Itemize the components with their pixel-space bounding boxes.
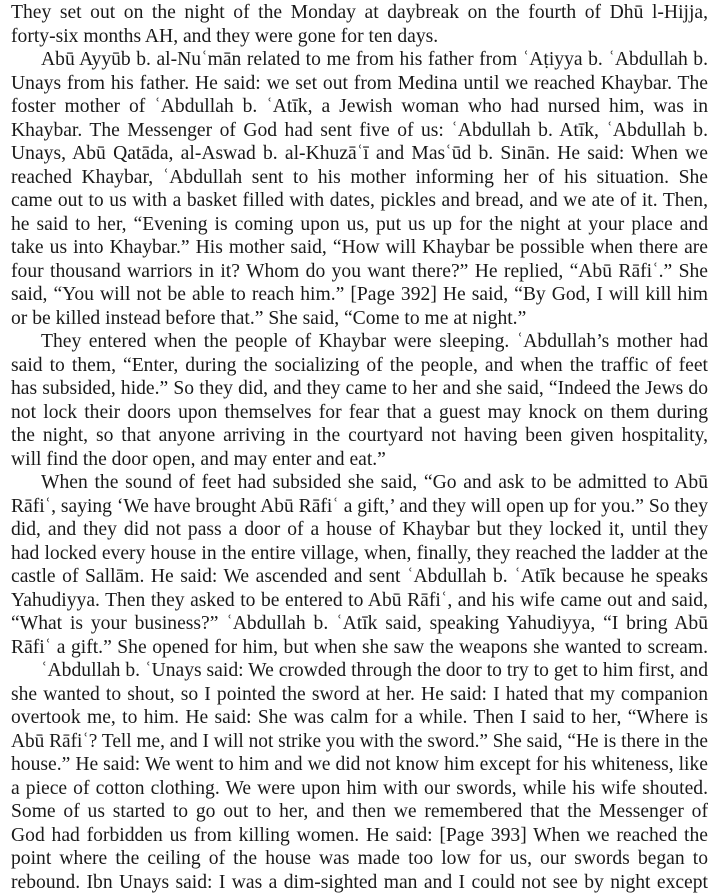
- text-line: forty-six months AH, and they were gone for ten days.: [11, 25, 439, 47]
- text-line: They entered when the people of Khaybar were sleeping. ʿAbdullah’s mother had: [41, 331, 708, 352]
- text-line: Some of us started to go out to her, and then we remembered that the Messenger of: [11, 801, 708, 822]
- text-line: had locked every house in the entire village, when, finally, they reached the ladder at the: [11, 542, 708, 564]
- text-line: Unays, Abū Qatāda, al-Aswad b. al-Khuzāʿī and Masʿūd b. Sinān. He said: When we: [11, 143, 708, 164]
- text-line: Khaybar. The Messenger of God had sent five of us: ʿAbdullah b. Atīk, ʿAbdullah b.: [11, 119, 708, 141]
- text-line: Yahudiyya. Then they asked to be entered to Abū Rāfiʿ, and his wife came out and said,: [11, 589, 708, 611]
- text-line: she wanted to shout, so I pointed the sword at her. He said: I hated that my companion: [11, 683, 708, 705]
- text-line: Rāfiʿ, saying ‘We have brought Abū Rāfiʿ a gift,’ and they will open up for you.” So they: [11, 495, 708, 517]
- text-line: overtook me, to him. He said: She was calm for a while. Then I said to her, “Where is: [11, 707, 708, 728]
- text-line: foster mother of ʿAbdullah b. ʿAtīk, a Jewish woman who had nursed him, was in: [11, 96, 708, 117]
- text-line: They set out on the night of the Monday at daybreak on the fourth of Dhū l-Hijja,: [11, 2, 708, 23]
- text-line: take us into Khaybar.” His mother said, “How will Khaybar be possible when there are: [11, 237, 708, 258]
- paragraph: [11, 659, 708, 894]
- text-line: not lock their doors upon themselves for fear that a guest may knock on them during: [11, 401, 708, 423]
- text-line: reached Khaybar, ʿAbdullah sent to his mother informing her of his situation. She: [11, 166, 708, 188]
- text-line: ʿAbdullah b. ʿUnays said: We crowded through the door to try to get to him first, and: [41, 660, 708, 681]
- text-line: Unays from his father. He said: we set out from Medina until we reached Khaybar. The: [11, 72, 708, 94]
- text-line: rebound. Ibn Unays said: I was a dim-sighted man and I could not see by night except: [11, 871, 708, 893]
- text-line: When the sound of feet had subsided she said, “Go and ask to be admitted to Abū: [41, 472, 708, 493]
- text-line: Abū Ayyūb b. al-Nuʿmān related to me from his father from ʿAṭiyya b. ʿAbdullah b.: [41, 49, 708, 70]
- text-line: has subsided, hide.” So they did, and they came to her and she said, “Indeed the Jews do: [11, 378, 708, 399]
- paragraph: [11, 48, 708, 330]
- text-line: the night, so that anyone arriving in the courtyard not having been given hospitality,: [11, 425, 708, 446]
- text-line: Rāfiʿ a gift.” She opened for him, but when she saw the weapons she wanted to scream.: [11, 636, 708, 658]
- text-line: he said to her, “Evening is coming upon us, put us up for the night at your place and: [11, 213, 708, 235]
- text-line: came out to us with a basket filled with dates, pickles and bread, and we ate of it. Then,: [11, 190, 708, 211]
- text-line: a piece of cotton clothing. We were upon him with our swords, while his wife shouted.: [11, 777, 708, 799]
- paragraph: [11, 1, 708, 48]
- text-line: house.” He said: We went to him and we did not know him except for his whiteness, like: [11, 754, 708, 775]
- text-line: point where the ceiling of the house was made too low for us, our swords began to: [11, 848, 708, 869]
- text-line: castle of Sallām. He said: We ascended and sent ʿAbdullah b. ʿAtīk because he speaks: [11, 566, 708, 587]
- text-line: four thousand warriors in it? Whom do you want there?” He replied, “Abū Rāfiʿ.” She: [11, 260, 708, 282]
- text-line: said, “You will not be able to reach him.” [Page 392] He said, “By God, I will kill him: [11, 284, 708, 305]
- text-line: will find the door open, and may enter and eat.”: [11, 448, 386, 470]
- text-line: God had forbidden us from killing women. He said: [Page 393] When we reached the: [11, 824, 708, 846]
- text-line: “What is your business?” ʿAbdullah b. ʿAtīk said, speaking Yahudiyya, “I bring Abū: [11, 613, 708, 634]
- document-page: [11, 1, 708, 894]
- text-line: or be killed instead before that.” She said, “Come to me at night.”: [11, 307, 527, 329]
- paragraph: [11, 471, 708, 659]
- paragraph: [11, 330, 708, 471]
- text-line: said to them, “Enter, during the socializing of the people, and when the traffic of feet: [11, 354, 708, 376]
- text-line: Abū Rāfiʿ? Tell me, and I will not strike you with the sword.” She said, “He is there in the: [11, 730, 708, 752]
- text-line: did, and they did not pass a door of a house of Khaybar but they locked it, until they: [11, 519, 708, 540]
